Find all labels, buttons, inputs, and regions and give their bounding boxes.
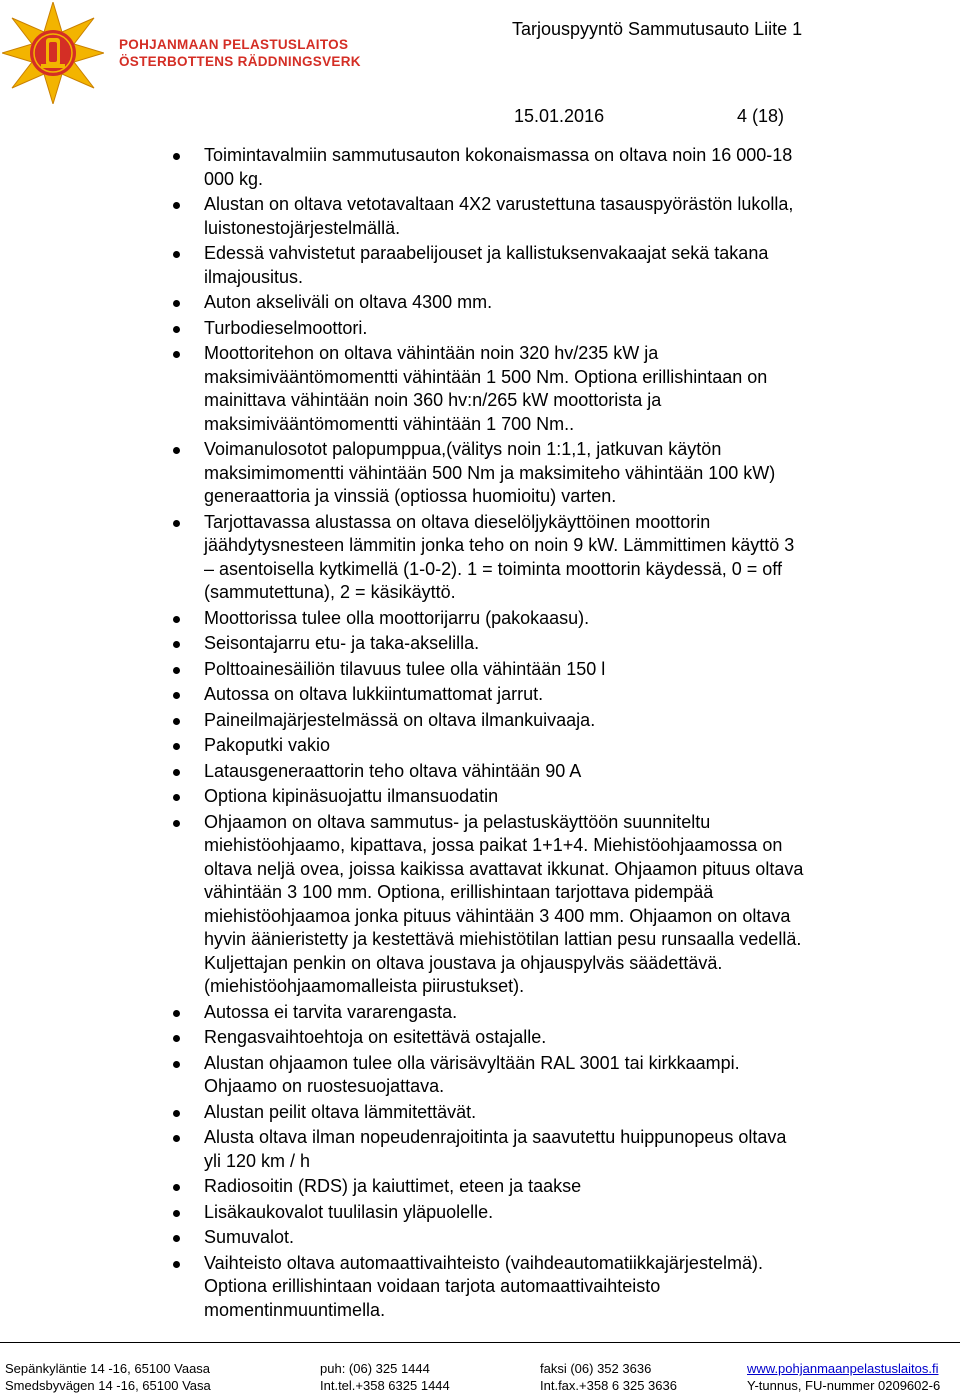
bullet-icon xyxy=(173,641,180,648)
list-item xyxy=(0,683,960,707)
list-item xyxy=(0,632,960,656)
bullet-icon xyxy=(173,300,180,307)
bullet-icon xyxy=(173,1261,180,1268)
footer-website-link[interactable]: www.pohjanmaanpelastuslaitos.fi xyxy=(747,1361,939,1376)
list-item-text: Lisäkaukovalot tuulilasin yläpuolelle. xyxy=(204,1201,494,1222)
bullet-icon xyxy=(173,1235,180,1242)
list-item-text: Paineilmajärjestelmässä on oltava ilmankuivaaja. xyxy=(204,709,596,730)
organization-name xyxy=(119,36,361,70)
list-item-text: Autossa ei tarvita vararengasta. xyxy=(204,1001,458,1022)
list-item-text: Seisontajarru etu- ja taka-akselilla. xyxy=(204,633,480,653)
bullet-icon xyxy=(173,326,180,333)
bullet-icon xyxy=(173,743,180,750)
footer-phone: puh: (06) 325 1444 xyxy=(320,1361,430,1376)
organization-name-swedish: ÖSTERBOTTENS RÄDDNINGSVERK xyxy=(119,54,361,69)
list-item xyxy=(0,1101,960,1125)
document-title: Tarjouspyyntö Sammutusauto Liite 1 xyxy=(512,19,803,39)
list-item-text: Autossa on oltava lukkiintumattomat jarrut. xyxy=(204,684,544,704)
bullet-icon xyxy=(173,520,180,527)
list-item xyxy=(0,342,960,436)
bullet-icon xyxy=(173,1035,180,1042)
footer-address-finnish: Sepänkyläntie 14 -16, 65100 Vaasa xyxy=(5,1361,211,1376)
list-item-text: Moottoritehon on oltava vähintään noin 320 hv/235 kW ja maksimivääntömomentti vähintään 1 500 Nm. Optiona erillishintaan on mainittava vähintään noin 360 hv:n/265 kW moottorista ja maksimivääntömomentti vähintään 1 700 Nm.. xyxy=(204,343,768,434)
list-item xyxy=(0,1252,960,1323)
bullet-icon xyxy=(173,667,180,674)
list-item xyxy=(0,1175,960,1199)
footer-fax-international: Int.fax.+358 6 325 3636 xyxy=(540,1378,677,1393)
list-item-text: Latausgeneraattorin teho oltava vähintään 90 A xyxy=(204,760,582,781)
bullet-icon xyxy=(173,692,180,699)
list-item-text: Tarjottavassa alustassa on oltava dieselöljykäyttöinen moottorin jäähdytysnesteen lämmitin jonka teho on noin 9 kW. Lämmittimen käyttö 3 – asentoisella kytkimellä (1-0-2). 1 = toiminta moottorin käydessä, 0 = off (sammutettuna), 2 = käsikäyttö. xyxy=(204,511,795,602)
list-item-text: Sumuvalot. xyxy=(204,1227,295,1247)
list-item xyxy=(0,1226,960,1250)
list-item xyxy=(0,193,960,240)
list-item-text: Alustan ohjaamon tulee olla värisävyltään RAL 3001 tai kirkkaampi. Ohjaamo on ruostesuojattava. xyxy=(204,1052,740,1096)
list-item xyxy=(0,1026,960,1050)
bullet-icon xyxy=(173,820,180,827)
rescue-service-logo xyxy=(2,2,104,104)
bullet-icon xyxy=(173,153,180,160)
list-item xyxy=(0,658,960,682)
list-item xyxy=(0,242,960,289)
bullet-icon xyxy=(173,769,180,776)
list-item xyxy=(0,1052,960,1099)
list-item xyxy=(0,438,960,509)
list-item xyxy=(0,1201,960,1225)
list-item xyxy=(0,607,960,631)
list-item-text: Rengasvaihtoehtoja on esitettävä ostajalle. xyxy=(204,1027,547,1047)
bullet-icon xyxy=(173,251,180,258)
footer-fax: faksi (06) 352 3636 xyxy=(540,1361,652,1376)
list-item-text: Alustan peilit oltava lämmitettävät. xyxy=(204,1101,477,1122)
footer-phone-international: Int.tel.+358 6325 1444 xyxy=(320,1378,450,1393)
list-item-text: Alusta oltava ilman nopeudenrajoitinta ja saavutettu huippunopeus oltava yli 120 km / h xyxy=(204,1127,787,1171)
list-item-text: Pakoputki vakio xyxy=(204,735,331,755)
list-item-text: Edessä vahvistetut paraabelijouset ja kallistuksenvakaajat sekä takana ilmajousitus. xyxy=(204,243,769,287)
organization-name-finnish: POHJANMAAN PELASTUSLAITOS xyxy=(119,37,349,52)
bullet-icon xyxy=(173,1184,180,1191)
bullet-icon xyxy=(173,202,180,209)
list-item xyxy=(0,291,960,315)
list-item xyxy=(0,811,960,999)
list-item xyxy=(0,785,960,809)
footer-divider xyxy=(0,1342,960,1343)
bullet-icon xyxy=(173,1135,180,1142)
list-item-text: Alustan on oltava vetotavaltaan 4X2 varustettuna tasauspyörästön lukolla, luistonestojärjestelmällä. xyxy=(204,194,794,238)
bullet-icon xyxy=(173,1061,180,1068)
bullet-icon xyxy=(173,1110,180,1117)
list-item xyxy=(0,144,960,191)
bullet-icon xyxy=(173,447,180,454)
list-item xyxy=(0,511,960,605)
footer-business-id: Y-tunnus, FU-nummer 0209602-6 xyxy=(747,1378,941,1393)
list-item-text: Optiona kipinäsuojattu ilmansuodatin xyxy=(204,786,499,806)
list-item xyxy=(0,709,960,733)
list-item-text: Radiosoitin (RDS) ja kaiuttimet, eteen ja taakse xyxy=(204,1176,582,1196)
list-item xyxy=(0,317,960,341)
list-item xyxy=(0,1001,960,1025)
list-item xyxy=(0,1126,960,1173)
list-item-text: Ohjaamon on oltava sammutus- ja pelastuskäyttöön suunniteltu miehistöohjaamo, kipattava, jossa paikat 1+1+4. Miehistöohjaamossa on oltava neljä ovea, joissa kaikissa avattavat ikkunat. Ohjaamon pituus oltava vähintään 3 100 mm. Optiona, erillishintaan tarjottava pidempää miehistöohjaamoa jonka pituus vähintään 3 400 mm. Ohjaamon on oltava hyvin äänieristetty ja kestettävä miehistötilan lattian pesu runsaalla vedellä. Kuljettajan penkin on oltava joustava ja ohjauspylväs säädettävä. (miehistöohjaamomalleista piirustukset). xyxy=(204,811,804,996)
list-item-text: Auton akseliväli on oltava 4300 mm. xyxy=(204,292,493,312)
list-item-text: Moottorissa tulee olla moottorijarru (pakokaasu). xyxy=(204,607,590,628)
bullet-icon xyxy=(173,1210,180,1217)
bullet-icon xyxy=(173,351,180,358)
list-item-text: Voimanulosotot palopumppua,(välitys noin 1:1,1, jatkuvan käytön maksimimomentti vähintään 500 Nm ja maksimiteho vähintään 100 kW) generaattoria ja vinssiä (optiossa huomioitu) varten. xyxy=(204,439,776,506)
list-item xyxy=(0,760,960,784)
bullet-icon xyxy=(173,1010,180,1017)
bullet-icon xyxy=(173,616,180,623)
list-item-text: Turbodieselmoottori. xyxy=(204,317,368,338)
bullet-icon xyxy=(173,794,180,801)
document-date: 15.01.2016 xyxy=(514,106,605,126)
list-item xyxy=(0,734,960,758)
page-number: 4 (18) xyxy=(737,106,785,126)
list-item-text: Vaihteisto oltava automaattivaihteisto (vaihdeautomatiikkajärjestelmä). Optiona erillishintaan voidaan tarjota automaattivaihteisto momentinmuuntimella. xyxy=(204,1252,763,1320)
list-item-text: Polttoainesäiliön tilavuus tulee olla vähintään 150 l xyxy=(204,658,606,679)
requirements-list xyxy=(0,144,960,1324)
list-item-text: Toimintavalmiin sammutusauton kokonaismassa on oltava noin 16 000-18 000 kg. xyxy=(204,145,793,189)
bullet-icon xyxy=(173,718,180,725)
footer-address-swedish: Smedsbyvägen 14 -16, 65100 Vasa xyxy=(5,1378,211,1393)
